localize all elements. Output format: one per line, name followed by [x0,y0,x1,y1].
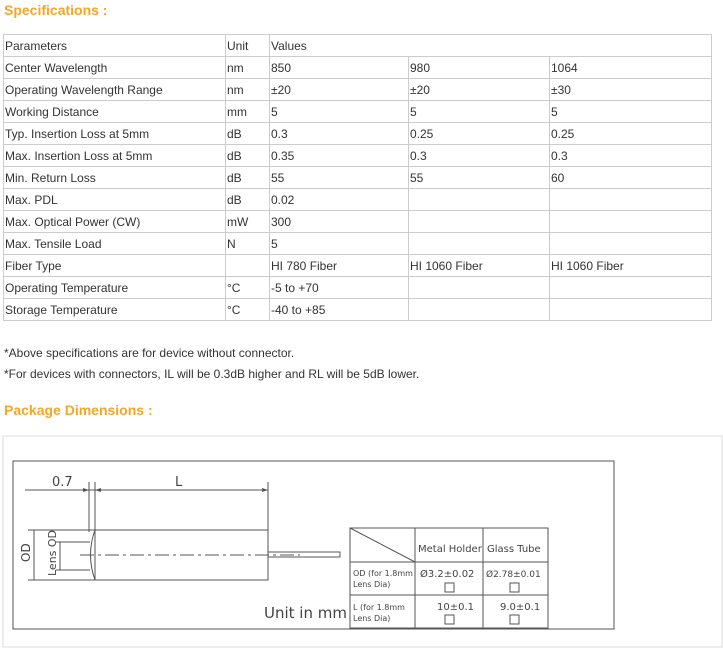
parameter-cell: Max. Tensile Load [4,233,226,255]
package-dimensions-heading: Package Dimensions : [4,402,153,418]
value-980-cell: 0.25 [409,123,550,145]
value-850-cell: 0.3 [270,123,409,145]
value-980-cell [409,211,550,233]
row-od-metal-value: Ø3.2±0.02 [420,569,475,580]
parameter-cell: Max. Insertion Loss at 5mm [4,145,226,167]
value-1064-cell: 0.25 [550,123,712,145]
table-row [4,255,712,277]
unit-cell: dB [226,189,270,211]
row-od-label-2: Lens Dia) [353,580,391,589]
parameter-cell: Working Distance [4,101,226,123]
value-850-cell: 850 [270,57,409,79]
unit-cell: N [226,233,270,255]
table-row [4,57,712,79]
value-850-cell: 5 [270,233,409,255]
unit-label: Unit in mm [264,604,347,622]
value-980-cell [409,233,550,255]
table-row [4,79,712,101]
row-l-label-2: Lens Dia) [353,614,391,623]
value-1064-cell [550,277,712,299]
parameter-cell: Max. PDL [4,189,226,211]
value-980-cell [409,277,550,299]
parameter-cell: Center Wavelength [4,57,226,79]
value-1064-cell [550,211,712,233]
value-1064-cell: HI 1060 Fiber [550,255,712,277]
unit-cell: dB [226,167,270,189]
parameter-cell: Min. Return Loss [4,167,226,189]
unit-cell [226,255,270,277]
value-980-cell: ±20 [409,79,550,101]
row-l-label: L (for 1.8mm [353,603,405,612]
parameter-cell: Operating Wavelength Range [4,79,226,101]
value-850-cell: 300 [270,211,409,233]
value-850-cell: -40 to +85 [270,299,409,321]
value-1064-cell: ±30 [550,79,712,101]
table-row [4,299,712,321]
table-row [4,277,712,299]
unit-cell: dB [226,123,270,145]
parameter-cell: Storage Temperature [4,299,226,321]
unit-cell: mW [226,211,270,233]
specifications-table [3,34,712,321]
row-od-label: OD (for 1.8mm [353,569,413,578]
col-metal-holder: Metal Holder [418,544,482,555]
specifications-heading: Specifications : [4,2,108,18]
header-parameters: Parameters [4,35,226,57]
table-row [4,167,712,189]
value-980-cell: 55 [409,167,550,189]
unit-cell: mm [226,101,270,123]
parameter-cell: Fiber Type [4,255,226,277]
table-row [4,233,712,255]
table-row [4,123,712,145]
table-header-row [4,35,712,57]
table-row [4,101,712,123]
value-980-cell [409,299,550,321]
parameter-cell: Max. Optical Power (CW) [4,211,226,233]
value-980-cell [409,189,550,211]
value-980-cell: 5 [409,101,550,123]
row-l-metal-value: 10±0.1 [437,602,475,613]
value-1064-cell [550,189,712,211]
table-row [4,211,712,233]
note-with-connector: *For devices with connectors, IL will be 0.3dB higher and RL will be 5dB lower. [4,367,420,381]
row-od-glass-value: Ø2.78±0.01 [486,570,541,580]
value-850-cell: 0.02 [270,189,409,211]
value-1064-cell: 60 [550,167,712,189]
length-dimension-label: L [175,475,183,490]
unit-cell: nm [226,79,270,101]
value-1064-cell: 0.3 [550,145,712,167]
package-dimensions-drawing [0,432,723,648]
parameter-cell: Operating Temperature [4,277,226,299]
col-glass-tube: Glass Tube [487,544,541,555]
value-1064-cell: 5 [550,101,712,123]
unit-cell: °C [226,299,270,321]
value-850-cell: 5 [270,101,409,123]
note-without-connector: *Above specifications are for device without connector. [4,346,295,360]
value-850-cell: HI 780 Fiber [270,255,409,277]
value-1064-cell: 1064 [550,57,712,79]
value-1064-cell [550,233,712,255]
unit-cell: dB [226,145,270,167]
value-850-cell: ±20 [270,79,409,101]
lens-od-dimension-label: Lens OD [46,529,59,576]
value-850-cell: -5 to +70 [270,277,409,299]
row-l-glass-value: 9.0±0.1 [500,602,541,613]
header-unit: Unit [226,35,270,57]
gap-dimension-label: 0.7 [52,475,73,490]
value-980-cell: HI 1060 Fiber [409,255,550,277]
value-980-cell: 980 [409,57,550,79]
od-dimension-label: OD [19,543,33,562]
value-850-cell: 0.35 [270,145,409,167]
unit-cell: °C [226,277,270,299]
header-values: Values [270,35,712,57]
unit-cell: nm [226,57,270,79]
parameter-cell: Typ. Insertion Loss at 5mm [4,123,226,145]
table-row [4,145,712,167]
value-980-cell: 0.3 [409,145,550,167]
value-1064-cell [550,299,712,321]
table-row [4,189,712,211]
value-850-cell: 55 [270,167,409,189]
